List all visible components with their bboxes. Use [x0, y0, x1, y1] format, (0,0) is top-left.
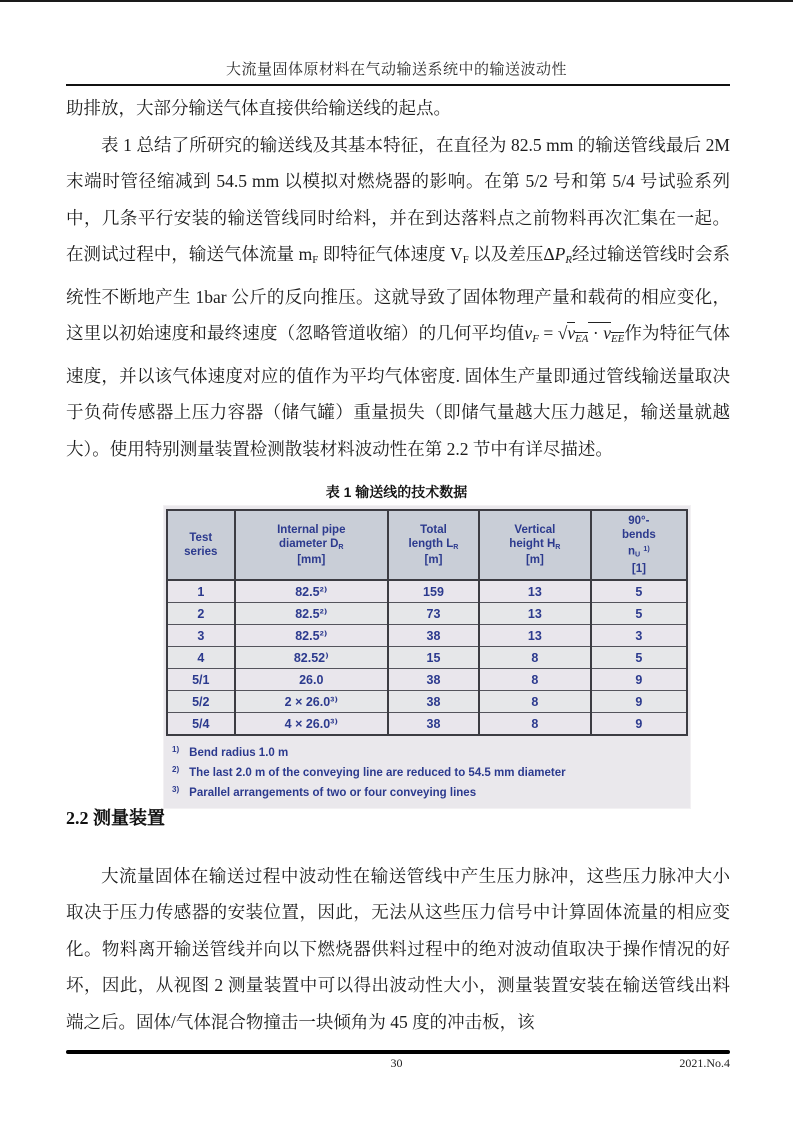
table-cell: 8	[479, 713, 591, 736]
text-run: EA	[575, 333, 589, 346]
footnote-text: Parallel arrangements of two or four conveying lines	[189, 787, 477, 800]
text-run: height H	[509, 537, 556, 550]
table-cell: 9	[591, 713, 687, 736]
table-cell: 38	[388, 713, 479, 736]
text-run: [1]	[631, 562, 646, 575]
table-header-cell	[167, 510, 235, 580]
table-scan-region	[164, 506, 690, 808]
table-header-cell	[591, 510, 687, 580]
table-header-row	[167, 510, 687, 580]
footnote	[172, 742, 688, 761]
table-cell: 2 × 26.0³⁾	[235, 691, 388, 713]
text-run: ·	[588, 323, 604, 344]
text-run: = √	[538, 323, 568, 344]
body-text	[66, 90, 730, 467]
text-run: n	[628, 545, 636, 558]
text-run: R	[565, 254, 572, 267]
table-header-cell	[388, 510, 479, 580]
table-row	[167, 603, 687, 625]
table-cell: 4	[167, 647, 235, 669]
table-cell: 159	[388, 580, 479, 603]
text-run: [m]	[424, 554, 443, 567]
table-cell: 5	[591, 603, 687, 625]
table-cell: 13	[479, 580, 591, 603]
table-header-cell	[235, 510, 388, 580]
text-run: 90°-	[628, 515, 650, 528]
table-cell: 5/1	[167, 669, 235, 691]
table-row	[167, 625, 687, 647]
footnote-marker: 2)	[172, 765, 180, 775]
table-row	[167, 669, 687, 691]
footer-rule	[66, 1050, 730, 1054]
footnote-marker: 1)	[172, 745, 180, 754]
table-cell: 38	[388, 669, 479, 691]
table-cell: 5	[591, 647, 687, 669]
text-run: R	[453, 542, 459, 551]
table-caption: 表 1 输送线的技术数据	[325, 484, 468, 500]
text-run: 1)	[643, 545, 650, 554]
header-rule	[66, 84, 730, 86]
text-run: 以及差压Δ	[468, 244, 555, 264]
text-run: 经过输送管线时会系统性不断地产生 1bar 公斤的反向推压。这就导致了固体物理产量和载荷的相应变化，这里以初始速度和最终速度（忽略管道收缩）的几何平均值	[66, 244, 731, 344]
text-run: P	[554, 244, 566, 264]
table-cell: 8	[479, 669, 591, 691]
journal-issue: 2021.No.4	[679, 1056, 730, 1070]
table-header-cell	[479, 510, 591, 580]
text-run: U	[635, 550, 641, 559]
table-row	[167, 580, 687, 603]
table-row	[167, 713, 687, 736]
text-run: v	[603, 323, 611, 344]
table-cell: 82.5²⁾	[235, 625, 388, 647]
text-run: diameter D	[278, 537, 339, 550]
text-run: R	[338, 542, 344, 551]
table-cell: 38	[388, 625, 479, 647]
table-cell: 82.5²⁾	[235, 580, 388, 603]
paragraph-main	[66, 127, 730, 468]
table-cell: 9	[591, 691, 687, 713]
table-cell: 8	[479, 647, 591, 669]
table-cell: 9	[591, 669, 687, 691]
text-run: Internal pipe	[277, 523, 346, 536]
text-run: [m]	[525, 554, 544, 567]
table-cell: 15	[388, 647, 479, 669]
paragraph-continued: 助排放，大部分输送气体直接供给输送线的起点。	[66, 98, 451, 118]
footnote-text: The last 2.0 m of the conveying line are reduced to 54.5 mm diameter	[189, 767, 566, 780]
text-run: EE	[610, 333, 625, 346]
text-run: [mm]	[297, 554, 326, 567]
running-header: 大流量固体原材料在气动输送系统中的输送波动性	[225, 62, 567, 78]
table-cell: 8	[479, 691, 591, 713]
footnote	[172, 782, 688, 801]
table-footnotes	[172, 742, 688, 801]
page-number: 30	[390, 1056, 403, 1070]
text-run: Total	[420, 523, 447, 536]
footnote-text: Bend radius 1.0 m	[189, 747, 289, 760]
section-body-text	[66, 840, 730, 1058]
table-cell: 38	[388, 691, 479, 713]
text-run: bends	[621, 529, 656, 542]
text-run: R	[555, 542, 561, 551]
conveying-line-table	[166, 509, 688, 736]
table-cell: 5	[591, 580, 687, 603]
text-run: Test	[189, 532, 213, 544]
section-heading: 2.2 测量装置	[66, 808, 165, 828]
table-cell: 26.0	[235, 669, 388, 691]
table-cell: 82.5²⁾	[235, 603, 388, 625]
table-row	[167, 647, 687, 669]
text-run: Vertical	[514, 523, 556, 536]
table-cell: 13	[479, 625, 591, 647]
table-cell: 82.52⁾	[235, 647, 388, 669]
table-cell: 2	[167, 603, 235, 625]
table-cell: 3	[167, 625, 235, 647]
text-run: length L	[408, 537, 454, 550]
table-body	[167, 580, 687, 735]
text-run: 表 1 总结了所研究的输送线及其基本特征，在直径为 82.5 mm 的输送管线最后 2M 末端时管径缩减到 54.5 mm 以模拟对燃烧器的影响。在第 5/2 号和第 5/4 号试验系列中，几条平行安装的输送管线同时给料，并在到达落料点之前物料再次汇集在一起。在测试过程中，输送气体流量 m	[66, 134, 730, 264]
text-run: F	[462, 254, 469, 267]
table-cell: 3	[591, 625, 687, 647]
table-cell: 5/2	[167, 691, 235, 713]
table-cell: 13	[479, 603, 591, 625]
table-cell: 1	[167, 580, 235, 603]
footnote-marker: 3)	[172, 785, 180, 795]
text-run: v	[524, 323, 533, 344]
table-cell: 5/4	[167, 713, 235, 736]
table-cell: 73	[388, 603, 479, 625]
page-top-edge	[0, 0, 793, 2]
footnote	[172, 762, 688, 781]
text-run: F	[532, 333, 539, 346]
text-run: series	[184, 546, 218, 558]
table-row	[167, 691, 687, 713]
text-run: 作为特征气体速度，并以该气体速度对应的值作为平均气体密度. 固体生产量即通过管线输送量取决于负荷传感器上压力容器（储气罐）重量损失（即储气量越大压力越足，输送量就越大）。使用特别测量装置检测散装材料波动性在第 2.2 节中有详尽描述。	[66, 323, 731, 459]
text-run: F	[312, 254, 319, 267]
paragraph-section: 大流量固体在输送过程中波动性在输送管线中产生压力脉冲，这些压力脉冲大小取决于压力传感器的安装位置，因此，无法从这些压力信号中计算固体流量的相应变化。物料离开输送管线并向以下燃烧器供料过程中的绝对波动值取决于操作情况的好坏，因此，从视图 2 测量装置中可以得出波动性大小，测量装置安装在输送管线出料端之后。固体/气体混合物撞击一块倾角为 45 度的冲击板，该	[66, 865, 730, 1032]
text-run: 即特征气体速度 V	[318, 244, 463, 264]
text-run: v	[567, 323, 576, 344]
table-cell: 4 × 26.0³⁾	[235, 713, 388, 736]
